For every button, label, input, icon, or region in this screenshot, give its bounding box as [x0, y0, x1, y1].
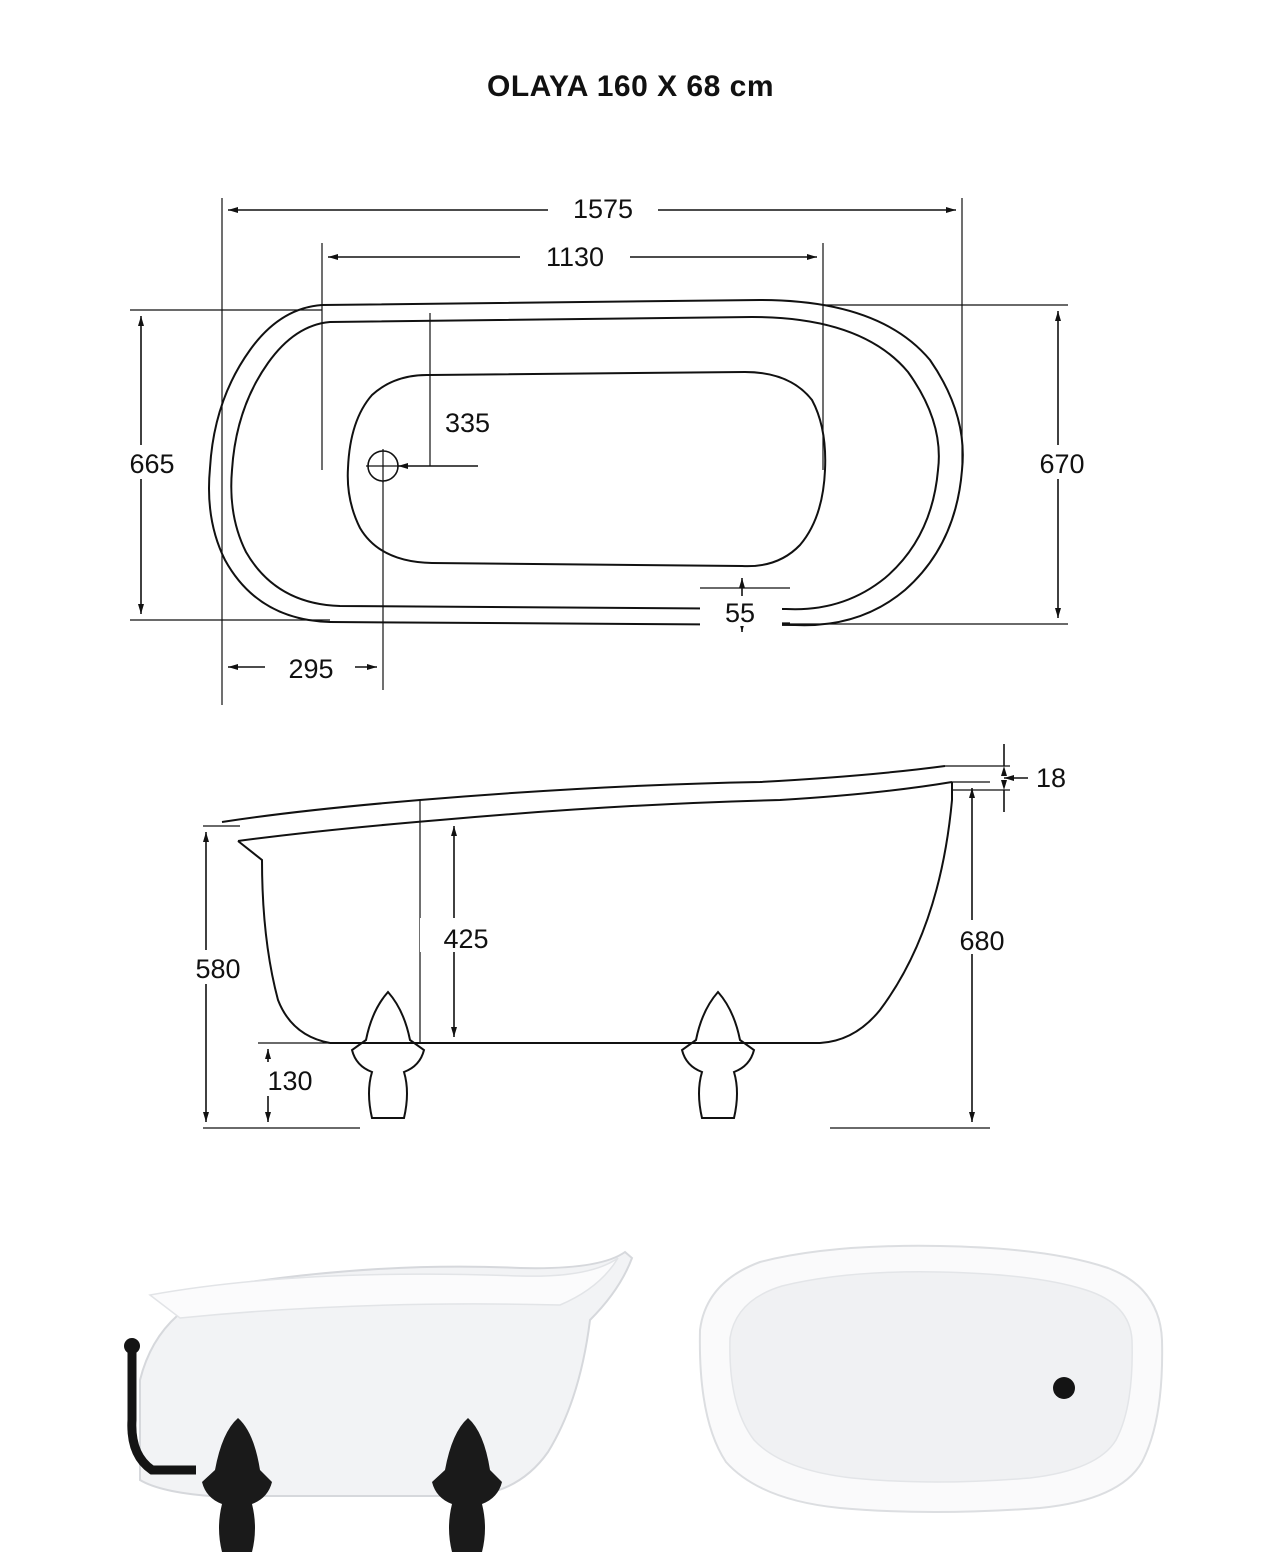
- dim-18: 18: [1036, 763, 1067, 793]
- dim-670: 670: [1039, 449, 1085, 479]
- dim-1575: 1575: [572, 194, 634, 224]
- dim-130: 130: [267, 1066, 313, 1096]
- page-title: OLAYA 160 X 68 cm: [486, 70, 774, 103]
- product-photo-side: [124, 1252, 632, 1552]
- product-photo-top: [700, 1246, 1162, 1512]
- dim-665: 665: [129, 449, 175, 479]
- dim-580: 580: [195, 954, 241, 984]
- dim-335: 335: [445, 408, 491, 438]
- dim-425: 425: [443, 924, 489, 954]
- dim-295: 295: [288, 654, 334, 684]
- dim-680: 680: [959, 926, 1005, 956]
- dim-1130: 1130: [545, 242, 605, 272]
- dim-55: 55: [724, 598, 756, 628]
